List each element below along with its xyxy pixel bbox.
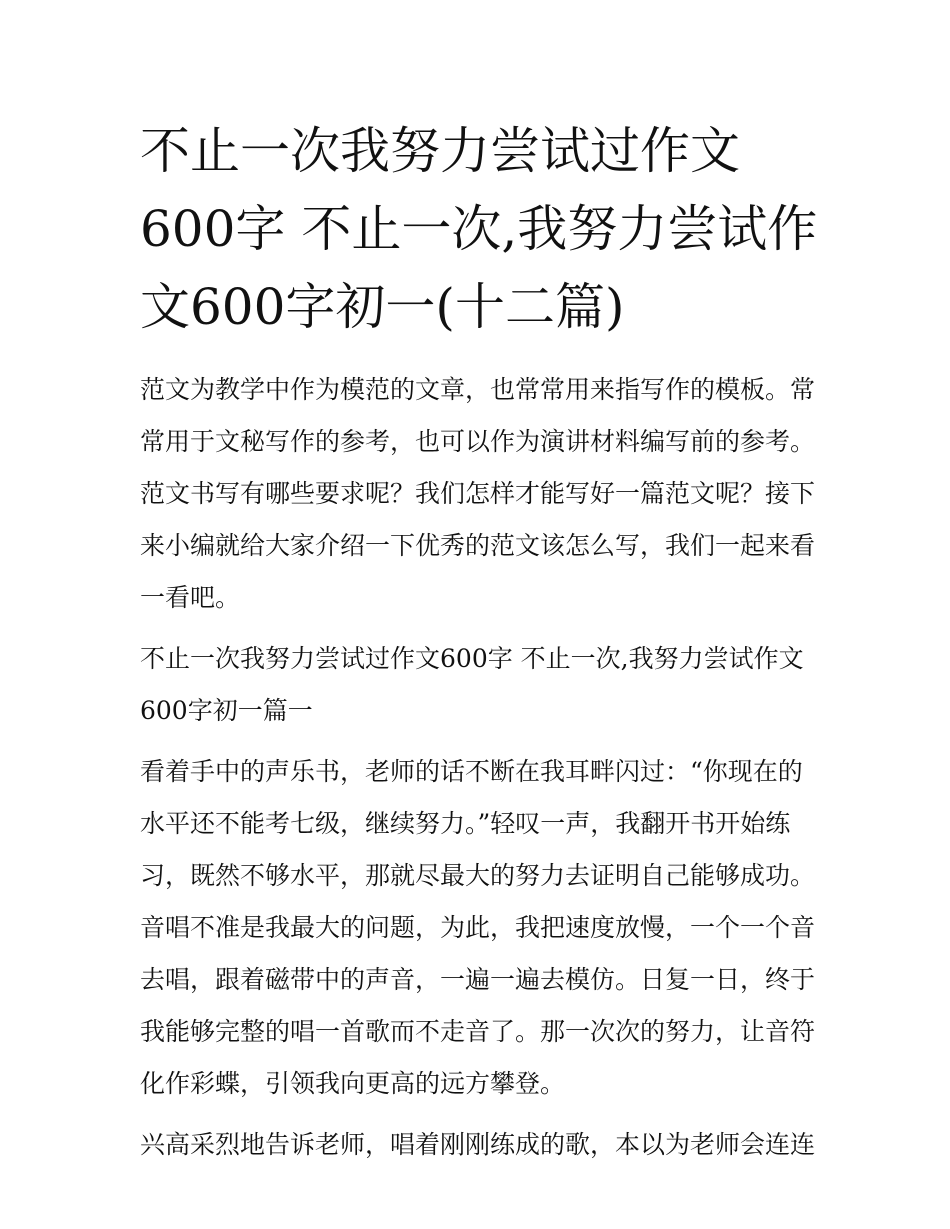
text-line: 去唱，跟着磁带中的声音，一遍一遍去模仿。日复一日，终于: [140, 965, 816, 994]
essay-paragraph: [140, 746, 820, 1110]
text-line: 一看吧。: [140, 583, 241, 612]
title-line: 不止一次我努力尝试过作文: [140, 122, 740, 180]
text-line: 常用于文秘写作的参考，也可以作为演讲材料编写前的参考。: [140, 427, 816, 456]
text-line: 音唱不准是我最大的问题，为此，我把速度放慢，一个一个音: [140, 913, 816, 942]
essay-paragraph: [140, 1119, 820, 1171]
text-line: 来小编就给大家介绍一下优秀的范文该怎么写，我们一起来看: [140, 531, 816, 560]
text-line: 化作彩蝶，引领我向更高的远方攀登。: [140, 1069, 566, 1098]
text-line: 习，既然不够水平，那就尽最大的努力去证明自己能够成功。: [140, 861, 816, 890]
text-line: 范文为教学中作为模范的文章，也常常用来指写作的模板。常: [140, 375, 816, 404]
section-heading: [140, 633, 820, 737]
document-body: [140, 364, 820, 1171]
text-line: 600字初一篇一: [140, 696, 313, 725]
title-line: 600字 不止一次,我努力尝试作: [140, 200, 818, 258]
title-line: 文600字初一(十二篇): [140, 278, 625, 336]
document-content: [140, 112, 820, 1180]
text-line: 我能够完整的唱一首歌而不走音了。那一次次的努力，让音符: [140, 1017, 816, 1046]
intro-paragraph: [140, 364, 820, 624]
document-title: [140, 112, 820, 346]
text-line: 看着手中的声乐书，老师的话不断在我耳畔闪过：“你现在的: [140, 757, 803, 786]
text-line: 不止一次我努力尝试过作文600字 不止一次,我努力尝试作文: [140, 644, 804, 673]
text-line: 兴高采烈地告诉老师，唱着刚刚练成的歌，本以为老师会连连: [140, 1130, 816, 1159]
text-line: 范文书写有哪些要求呢？我们怎样才能写好一篇范文呢？接下: [140, 479, 816, 508]
text-line: 水平还不能考七级，继续努力。”轻叹一声，我翻开书开始练: [140, 809, 791, 838]
